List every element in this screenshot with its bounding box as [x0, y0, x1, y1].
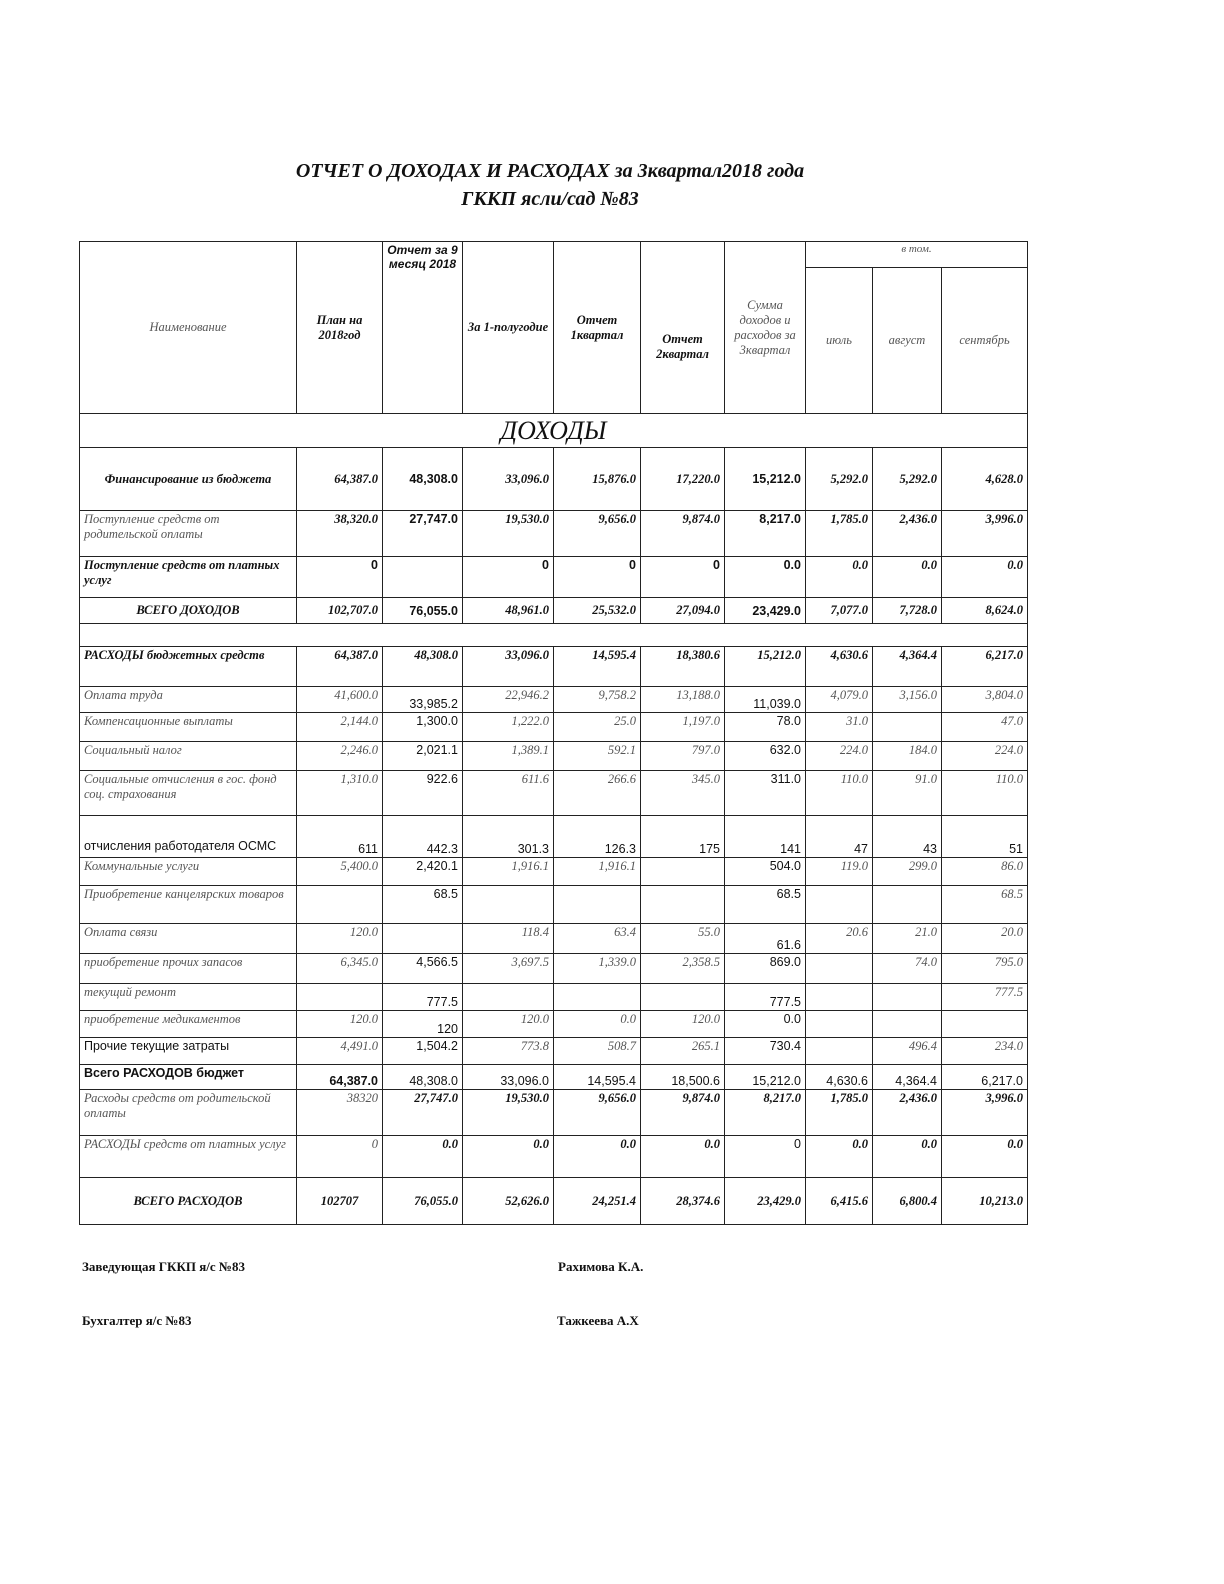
cell-report9: 27,747.0 [383, 511, 463, 557]
cell-july: 47 [806, 816, 873, 858]
cell-half [463, 886, 554, 924]
cell-july: 4,079.0 [806, 687, 873, 713]
cell-report9: 922.6 [383, 771, 463, 816]
row-label: РАСХОДЫ средств от платных услуг [80, 1136, 297, 1178]
table-row [80, 511, 1028, 557]
row-label: Приобретение канцелярских товаров [80, 886, 297, 924]
cell-q2: 13,188.0 [641, 687, 725, 713]
cell-sum: 15,212.0 [725, 1065, 806, 1090]
cell-q2: 28,374.6 [641, 1178, 725, 1225]
cell-august: 43 [873, 816, 942, 858]
cell-half: 52,626.0 [463, 1178, 554, 1225]
cell-sum: 311.0 [725, 771, 806, 816]
header-sum-q3: Сумма доходов и расходов за 3квартал [725, 242, 806, 414]
footer-head-title: Заведующая ГККП я/с №83 [82, 1259, 245, 1274]
table-row [80, 886, 1028, 924]
cell-july: 110.0 [806, 771, 873, 816]
cell-july: 6,415.6 [806, 1178, 873, 1225]
cell-august: 2,436.0 [873, 1090, 942, 1136]
cell-half: 1,916.1 [463, 858, 554, 886]
cell-report9: 33,985.2 [383, 687, 463, 713]
cell-q2: 0 [641, 557, 725, 598]
table-row [80, 713, 1028, 742]
cell-september: 224.0 [942, 742, 1028, 771]
cell-plan: 102707 [297, 1178, 383, 1225]
cell-sum: 632.0 [725, 742, 806, 771]
spacer-cell [80, 624, 1028, 647]
cell-q1: 9,656.0 [554, 511, 641, 557]
row-label: Поступление средств от платных услуг [80, 557, 297, 598]
cell-plan: 4,491.0 [297, 1038, 383, 1065]
report-title: ОТЧЕТ О ДОХОДАХ И РАСХОДАХ за 3квартал2018 года [295, 160, 805, 182]
row-label: Расходы средств от родительской оплаты [80, 1090, 297, 1136]
cell-sum: 777.5 [725, 984, 806, 1011]
table-row [80, 687, 1028, 713]
cell-september: 110.0 [942, 771, 1028, 816]
cell-sum: 141 [725, 816, 806, 858]
cell-q2: 17,220.0 [641, 448, 725, 511]
row-label: Коммунальные услуги [80, 858, 297, 886]
cell-sum: 23,429.0 [725, 1178, 806, 1225]
row-label: Всего РАСХОДОВ бюджет [80, 1065, 297, 1090]
cell-report9: 777.5 [383, 984, 463, 1011]
cell-sum: 61.6 [725, 924, 806, 954]
cell-q2 [641, 858, 725, 886]
cell-september: 795.0 [942, 954, 1028, 984]
cell-plan: 611 [297, 816, 383, 858]
cell-august: 299.0 [873, 858, 942, 886]
cell-august: 6,800.4 [873, 1178, 942, 1225]
cell-august [873, 1011, 942, 1038]
cell-july: 119.0 [806, 858, 873, 886]
cell-q1: 15,876.0 [554, 448, 641, 511]
cell-report9: 2,021.1 [383, 742, 463, 771]
table-row [80, 1090, 1028, 1136]
header-plan: План на 2018год [297, 242, 383, 414]
cell-q1: 9,656.0 [554, 1090, 641, 1136]
cell-half: 773.8 [463, 1038, 554, 1065]
table-row [80, 858, 1028, 886]
cell-plan: 38320 [297, 1090, 383, 1136]
row-label: ВСЕГО РАСХОДОВ [80, 1178, 297, 1225]
header-name: Наименование [80, 242, 297, 414]
cell-august: 4,364.4 [873, 1065, 942, 1090]
cell-half: 33,096.0 [463, 647, 554, 687]
cell-report9: 48,308.0 [383, 1065, 463, 1090]
cell-september: 3,996.0 [942, 511, 1028, 557]
footer-accountant-name: Тажкеева А.Х [557, 1313, 639, 1328]
cell-september: 6,217.0 [942, 1065, 1028, 1090]
cell-plan: 6,345.0 [297, 954, 383, 984]
cell-q2: 120.0 [641, 1011, 725, 1038]
cell-sum: 504.0 [725, 858, 806, 886]
cell-q1: 126.3 [554, 816, 641, 858]
cell-report9: 76,055.0 [383, 598, 463, 624]
cell-report9: 4,566.5 [383, 954, 463, 984]
cell-q1: 63.4 [554, 924, 641, 954]
cell-plan: 2,144.0 [297, 713, 383, 742]
cell-august: 5,292.0 [873, 448, 942, 511]
cell-plan: 0 [297, 557, 383, 598]
cell-report9: 0.0 [383, 1136, 463, 1178]
cell-august: 4,364.4 [873, 647, 942, 687]
cell-sum: 78.0 [725, 713, 806, 742]
cell-september: 20.0 [942, 924, 1028, 954]
cell-q2: 9,874.0 [641, 511, 725, 557]
cell-q2 [641, 984, 725, 1011]
row-label: ВСЕГО ДОХОДОВ [80, 598, 297, 624]
cell-july: 4,630.6 [806, 1065, 873, 1090]
organization-title: ГККП ясли/сад №83 [461, 188, 639, 210]
cell-plan [297, 984, 383, 1011]
cell-q1: 1,339.0 [554, 954, 641, 984]
row-label: приобретение прочих запасов [80, 954, 297, 984]
cell-plan: 0 [297, 1136, 383, 1178]
row-label: Социальные отчисления в гос. фонд соц. страхования [80, 771, 297, 816]
cell-q1: 9,758.2 [554, 687, 641, 713]
cell-august [873, 984, 942, 1011]
cell-august: 3,156.0 [873, 687, 942, 713]
cell-half [463, 984, 554, 1011]
cell-half: 19,530.0 [463, 1090, 554, 1136]
row-label: Оплата связи [80, 924, 297, 954]
row-label: текущий ремонт [80, 984, 297, 1011]
cell-plan: 5,400.0 [297, 858, 383, 886]
header-half-year: За 1-полугодие [463, 242, 554, 414]
cell-september: 47.0 [942, 713, 1028, 742]
cell-sum: 730.4 [725, 1038, 806, 1065]
cell-report9: 442.3 [383, 816, 463, 858]
cell-sum: 11,039.0 [725, 687, 806, 713]
cell-plan: 64,387.0 [297, 1065, 383, 1090]
cell-august: 496.4 [873, 1038, 942, 1065]
cell-sum: 8,217.0 [725, 511, 806, 557]
table-row [80, 924, 1028, 954]
row-label: Компенсационные выплаты [80, 713, 297, 742]
cell-report9 [383, 557, 463, 598]
row-label: отчисления работодателя ОСМС [80, 816, 297, 858]
cell-half: 33,096.0 [463, 1065, 554, 1090]
cell-half: 301.3 [463, 816, 554, 858]
cell-september: 0.0 [942, 557, 1028, 598]
table-row [80, 598, 1028, 624]
cell-half: 118.4 [463, 924, 554, 954]
cell-report9: 2,420.1 [383, 858, 463, 886]
cell-july: 1,785.0 [806, 1090, 873, 1136]
cell-q2: 55.0 [641, 924, 725, 954]
cell-plan: 1,310.0 [297, 771, 383, 816]
table-row [80, 1178, 1028, 1225]
cell-half: 19,530.0 [463, 511, 554, 557]
cell-q2: 175 [641, 816, 725, 858]
cell-september: 3,804.0 [942, 687, 1028, 713]
cell-september: 6,217.0 [942, 647, 1028, 687]
cell-q1: 508.7 [554, 1038, 641, 1065]
table-row [80, 1011, 1028, 1038]
cell-q1: 0.0 [554, 1011, 641, 1038]
cell-september: 8,624.0 [942, 598, 1028, 624]
cell-q1: 0.0 [554, 1136, 641, 1178]
cell-july: 20.6 [806, 924, 873, 954]
cell-july: 4,630.6 [806, 647, 873, 687]
cell-september: 777.5 [942, 984, 1028, 1011]
table-row [80, 448, 1028, 511]
cell-q2: 265.1 [641, 1038, 725, 1065]
header-july: июль [806, 268, 873, 414]
cell-july: 224.0 [806, 742, 873, 771]
table-row [80, 1136, 1028, 1178]
header-q2: Отчет 2квартал [641, 242, 725, 414]
cell-plan [297, 886, 383, 924]
cell-july: 0.0 [806, 557, 873, 598]
cell-plan: 120.0 [297, 924, 383, 954]
header-report-9-months: Отчет за 9 месяц 2018 [383, 242, 463, 414]
footer-head-name: Рахимова К.А. [558, 1259, 644, 1274]
cell-q1: 0 [554, 557, 641, 598]
cell-july [806, 886, 873, 924]
table-row [80, 1038, 1028, 1065]
cell-q1: 1,916.1 [554, 858, 641, 886]
table-row [80, 742, 1028, 771]
cell-plan: 102,707.0 [297, 598, 383, 624]
cell-report9: 48,308.0 [383, 448, 463, 511]
cell-august: 21.0 [873, 924, 942, 954]
cell-q2: 18,500.6 [641, 1065, 725, 1090]
spacer-row [80, 624, 1028, 647]
cell-half: 0 [463, 557, 554, 598]
cell-sum: 0.0 [725, 557, 806, 598]
cell-august: 0.0 [873, 1136, 942, 1178]
row-label: приобретение медикаментов [80, 1011, 297, 1038]
cell-august: 2,436.0 [873, 511, 942, 557]
cell-sum: 8,217.0 [725, 1090, 806, 1136]
table-row [80, 1065, 1028, 1090]
cell-q2 [641, 886, 725, 924]
cell-half: 1,222.0 [463, 713, 554, 742]
cell-september: 10,213.0 [942, 1178, 1028, 1225]
cell-q2: 9,874.0 [641, 1090, 725, 1136]
cell-july: 0.0 [806, 1136, 873, 1178]
cell-q1: 14,595.4 [554, 1065, 641, 1090]
cell-july: 7,077.0 [806, 598, 873, 624]
cell-july [806, 1011, 873, 1038]
cell-q2: 2,358.5 [641, 954, 725, 984]
cell-july: 1,785.0 [806, 511, 873, 557]
cell-half: 33,096.0 [463, 448, 554, 511]
report-table [79, 241, 1028, 1225]
cell-sum: 23,429.0 [725, 598, 806, 624]
cell-july [806, 1038, 873, 1065]
cell-half: 611.6 [463, 771, 554, 816]
cell-q1: 25,532.0 [554, 598, 641, 624]
cell-plan: 64,387.0 [297, 647, 383, 687]
cell-half: 3,697.5 [463, 954, 554, 984]
table-row [80, 816, 1028, 858]
cell-q1: 266.6 [554, 771, 641, 816]
cell-sum: 68.5 [725, 886, 806, 924]
cell-september: 86.0 [942, 858, 1028, 886]
cell-q2: 18,380.6 [641, 647, 725, 687]
header-q1: Отчет 1квартал [554, 242, 641, 414]
cell-september: 68.5 [942, 886, 1028, 924]
cell-q1 [554, 984, 641, 1011]
cell-half: 48,961.0 [463, 598, 554, 624]
table-row [80, 954, 1028, 984]
cell-july: 5,292.0 [806, 448, 873, 511]
row-label: Поступление средств от родительской оплаты [80, 511, 297, 557]
cell-sum: 869.0 [725, 954, 806, 984]
cell-report9: 68.5 [383, 886, 463, 924]
cell-august: 91.0 [873, 771, 942, 816]
cell-august: 184.0 [873, 742, 942, 771]
cell-september: 51 [942, 816, 1028, 858]
cell-q2: 345.0 [641, 771, 725, 816]
table-row [80, 771, 1028, 816]
cell-q1: 592.1 [554, 742, 641, 771]
row-label: Оплата труда [80, 687, 297, 713]
cell-report9: 1,300.0 [383, 713, 463, 742]
cell-q2: 1,197.0 [641, 713, 725, 742]
cell-report9: 1,504.2 [383, 1038, 463, 1065]
header-september: сентябрь [942, 268, 1028, 414]
cell-q2: 0.0 [641, 1136, 725, 1178]
row-label: Социальный налог [80, 742, 297, 771]
row-label: РАСХОДЫ бюджетных средств [80, 647, 297, 687]
table-row [80, 557, 1028, 598]
cell-report9 [383, 924, 463, 954]
cell-july: 31.0 [806, 713, 873, 742]
cell-q1: 25.0 [554, 713, 641, 742]
cell-sum: 15,212.0 [725, 448, 806, 511]
cell-august: 7,728.0 [873, 598, 942, 624]
cell-q2: 797.0 [641, 742, 725, 771]
cell-plan: 64,387.0 [297, 448, 383, 511]
cell-september: 0.0 [942, 1136, 1028, 1178]
cell-report9: 76,055.0 [383, 1178, 463, 1225]
row-label: Финансирование из бюджета [80, 448, 297, 511]
cell-q1: 24,251.4 [554, 1178, 641, 1225]
cell-plan: 120.0 [297, 1011, 383, 1038]
cell-september: 3,996.0 [942, 1090, 1028, 1136]
cell-september: 234.0 [942, 1038, 1028, 1065]
table-row [80, 647, 1028, 687]
cell-july [806, 954, 873, 984]
cell-september [942, 1011, 1028, 1038]
cell-half: 1,389.1 [463, 742, 554, 771]
cell-august [873, 713, 942, 742]
cell-july [806, 984, 873, 1011]
footer-accountant-title: Бухгалтер я/с №83 [82, 1313, 192, 1328]
cell-august [873, 886, 942, 924]
cell-plan: 38,320.0 [297, 511, 383, 557]
cell-plan: 2,246.0 [297, 742, 383, 771]
cell-september: 4,628.0 [942, 448, 1028, 511]
row-label: Прочие текущие затраты [80, 1038, 297, 1065]
header-including: в том. [806, 242, 1028, 268]
cell-half: 0.0 [463, 1136, 554, 1178]
cell-half: 22,946.2 [463, 687, 554, 713]
cell-sum: 0.0 [725, 1011, 806, 1038]
header-august: август [873, 268, 942, 414]
cell-sum: 15,212.0 [725, 647, 806, 687]
section-income-title: ДОХОДЫ [80, 414, 1028, 448]
cell-august: 74.0 [873, 954, 942, 984]
cell-half: 120.0 [463, 1011, 554, 1038]
cell-q2: 27,094.0 [641, 598, 725, 624]
table-row [80, 984, 1028, 1011]
cell-plan: 41,600.0 [297, 687, 383, 713]
cell-q1: 14,595.4 [554, 647, 641, 687]
cell-august: 0.0 [873, 557, 942, 598]
cell-report9: 120 [383, 1011, 463, 1038]
cell-report9: 27,747.0 [383, 1090, 463, 1136]
cell-report9: 48,308.0 [383, 647, 463, 687]
cell-sum: 0 [725, 1136, 806, 1178]
cell-q1 [554, 886, 641, 924]
